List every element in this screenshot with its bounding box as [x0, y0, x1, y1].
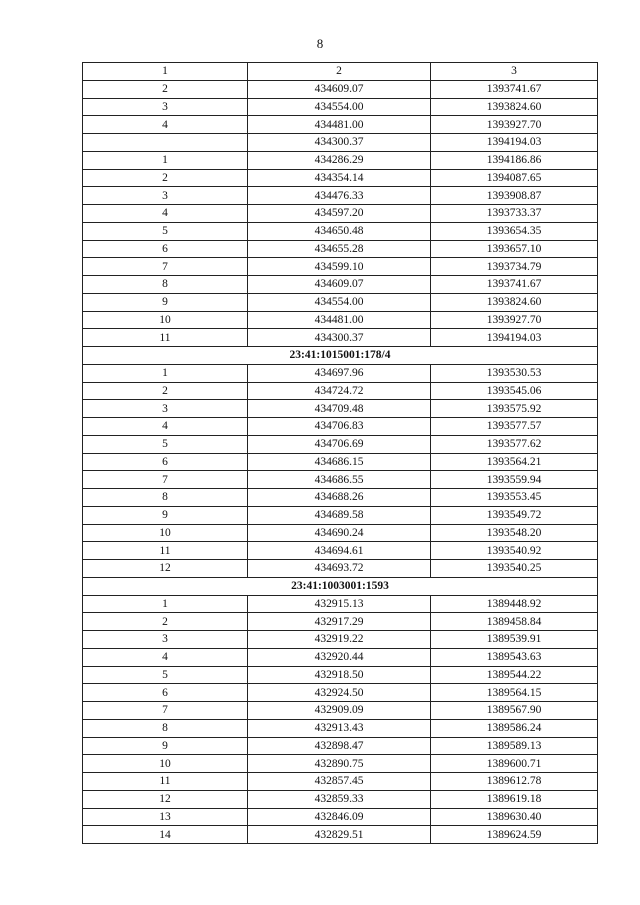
x-coordinate-cell: 434655.28 — [248, 240, 431, 258]
point-number-cell — [83, 134, 248, 152]
table-header-row — [83, 63, 598, 81]
y-coordinate-cell: 1389567.90 — [431, 702, 598, 720]
table-row — [83, 329, 598, 347]
table-row — [83, 648, 598, 666]
x-coordinate-cell: 434597.20 — [248, 205, 431, 223]
table-row — [83, 364, 598, 382]
coordinates-table-body — [83, 63, 598, 844]
table-row — [83, 719, 598, 737]
x-coordinate-cell: 434706.83 — [248, 418, 431, 436]
point-number-cell: 4 — [83, 648, 248, 666]
x-coordinate-cell: 434650.48 — [248, 222, 431, 240]
y-coordinate-cell: 1389624.59 — [431, 826, 598, 844]
table-row — [83, 116, 598, 134]
table-row — [83, 808, 598, 826]
table-row — [83, 506, 598, 524]
point-number-cell: 9 — [83, 506, 248, 524]
x-coordinate-cell: 432898.47 — [248, 737, 431, 755]
y-coordinate-cell: 1393927.70 — [431, 311, 598, 329]
x-coordinate-cell: 434554.00 — [248, 98, 431, 116]
cadastral-number: 23:41:1015001:178/4 — [83, 347, 598, 365]
y-coordinate-cell: 1393575.92 — [431, 400, 598, 418]
table-row — [83, 311, 598, 329]
table-row — [83, 187, 598, 205]
page-number: 8 — [316, 36, 324, 51]
table-row — [83, 684, 598, 702]
table-row — [83, 169, 598, 187]
header-cell-x: 2 — [248, 63, 431, 81]
point-number-cell: 4 — [83, 418, 248, 436]
table-row — [83, 773, 598, 791]
y-coordinate-cell: 1393908.87 — [431, 187, 598, 205]
table-row — [83, 631, 598, 649]
table-row — [83, 80, 598, 98]
table-row — [83, 542, 598, 560]
x-coordinate-cell: 434688.26 — [248, 489, 431, 507]
x-coordinate-cell: 432890.75 — [248, 755, 431, 773]
x-coordinate-cell: 432920.44 — [248, 648, 431, 666]
point-number-cell: 12 — [83, 560, 248, 578]
x-coordinate-cell: 434697.96 — [248, 364, 431, 382]
point-number-cell: 2 — [83, 169, 248, 187]
x-coordinate-cell: 434694.61 — [248, 542, 431, 560]
section-header-row — [83, 577, 598, 595]
point-number-cell: 6 — [83, 453, 248, 471]
y-coordinate-cell: 1393577.62 — [431, 435, 598, 453]
y-coordinate-cell: 1393549.72 — [431, 506, 598, 524]
y-coordinate-cell: 1393545.06 — [431, 382, 598, 400]
y-coordinate-cell: 1389448.92 — [431, 595, 598, 613]
table-row — [83, 205, 598, 223]
point-number-cell: 11 — [83, 773, 248, 791]
point-number-cell: 8 — [83, 276, 248, 294]
x-coordinate-cell: 434693.72 — [248, 560, 431, 578]
y-coordinate-cell: 1389544.22 — [431, 666, 598, 684]
x-coordinate-cell: 434724.72 — [248, 382, 431, 400]
y-coordinate-cell: 1389586.24 — [431, 719, 598, 737]
point-number-cell: 7 — [83, 258, 248, 276]
table-row — [83, 435, 598, 453]
point-number-cell: 9 — [83, 737, 248, 755]
x-coordinate-cell: 432829.51 — [248, 826, 431, 844]
x-coordinate-cell: 432857.45 — [248, 773, 431, 791]
point-number-cell: 7 — [83, 471, 248, 489]
x-coordinate-cell: 434709.48 — [248, 400, 431, 418]
x-coordinate-cell: 434686.55 — [248, 471, 431, 489]
table-row — [83, 134, 598, 152]
table-row — [83, 790, 598, 808]
x-coordinate-cell: 434481.00 — [248, 116, 431, 134]
point-number-cell: 2 — [83, 80, 248, 98]
x-coordinate-cell: 434609.07 — [248, 80, 431, 98]
point-number-cell: 4 — [83, 205, 248, 223]
table-row — [83, 489, 598, 507]
y-coordinate-cell: 1393824.60 — [431, 98, 598, 116]
table-row — [83, 666, 598, 684]
x-coordinate-cell: 434686.15 — [248, 453, 431, 471]
x-coordinate-cell: 434481.00 — [248, 311, 431, 329]
table-row — [83, 453, 598, 471]
y-coordinate-cell: 1393654.35 — [431, 222, 598, 240]
table-row — [83, 240, 598, 258]
y-coordinate-cell: 1393530.53 — [431, 364, 598, 382]
table-row — [83, 400, 598, 418]
x-coordinate-cell: 432859.33 — [248, 790, 431, 808]
x-coordinate-cell: 434599.10 — [248, 258, 431, 276]
x-coordinate-cell: 434609.07 — [248, 276, 431, 294]
cadastral-number: 23:41:1003001:1593 — [83, 577, 598, 595]
point-number-cell: 9 — [83, 293, 248, 311]
point-number-cell: 11 — [83, 329, 248, 347]
header-cell-y: 3 — [431, 63, 598, 81]
y-coordinate-cell: 1389612.78 — [431, 773, 598, 791]
point-number-cell: 14 — [83, 826, 248, 844]
y-coordinate-cell: 1393733.37 — [431, 205, 598, 223]
x-coordinate-cell: 432919.22 — [248, 631, 431, 649]
y-coordinate-cell: 1393734.79 — [431, 258, 598, 276]
y-coordinate-cell: 1389564.15 — [431, 684, 598, 702]
table-row — [83, 151, 598, 169]
x-coordinate-cell: 432917.29 — [248, 613, 431, 631]
table-row — [83, 418, 598, 436]
table-row — [83, 826, 598, 844]
x-coordinate-cell: 432924.50 — [248, 684, 431, 702]
y-coordinate-cell: 1393553.45 — [431, 489, 598, 507]
y-coordinate-cell: 1393540.92 — [431, 542, 598, 560]
table-row — [83, 276, 598, 294]
y-coordinate-cell: 1393559.94 — [431, 471, 598, 489]
y-coordinate-cell: 1389589.13 — [431, 737, 598, 755]
table-row — [83, 98, 598, 116]
point-number-cell: 5 — [83, 222, 248, 240]
y-coordinate-cell: 1393577.57 — [431, 418, 598, 436]
x-coordinate-cell: 432909.09 — [248, 702, 431, 720]
point-number-cell: 3 — [83, 631, 248, 649]
x-coordinate-cell: 434476.33 — [248, 187, 431, 205]
section-header-row — [83, 347, 598, 365]
point-number-cell: 11 — [83, 542, 248, 560]
point-number-cell: 8 — [83, 489, 248, 507]
header-cell-number: 1 — [83, 63, 248, 81]
table-row — [83, 222, 598, 240]
y-coordinate-cell: 1389543.63 — [431, 648, 598, 666]
y-coordinate-cell: 1394186.86 — [431, 151, 598, 169]
table-row — [83, 258, 598, 276]
point-number-cell: 3 — [83, 98, 248, 116]
x-coordinate-cell: 432913.43 — [248, 719, 431, 737]
point-number-cell: 6 — [83, 684, 248, 702]
y-coordinate-cell: 1394194.03 — [431, 329, 598, 347]
y-coordinate-cell: 1393741.67 — [431, 276, 598, 294]
y-coordinate-cell: 1389630.40 — [431, 808, 598, 826]
x-coordinate-cell: 434690.24 — [248, 524, 431, 542]
y-coordinate-cell: 1393657.10 — [431, 240, 598, 258]
point-number-cell: 10 — [83, 311, 248, 329]
table-row — [83, 613, 598, 631]
table-row — [83, 471, 598, 489]
table-row — [83, 702, 598, 720]
point-number-cell: 1 — [83, 364, 248, 382]
point-number-cell: 4 — [83, 116, 248, 134]
point-number-cell: 5 — [83, 435, 248, 453]
coordinates-table — [82, 62, 598, 844]
x-coordinate-cell: 434706.69 — [248, 435, 431, 453]
x-coordinate-cell: 434300.37 — [248, 134, 431, 152]
y-coordinate-cell: 1393824.60 — [431, 293, 598, 311]
table-row — [83, 737, 598, 755]
point-number-cell: 10 — [83, 755, 248, 773]
point-number-cell: 6 — [83, 240, 248, 258]
table-row — [83, 560, 598, 578]
y-coordinate-cell: 1393548.20 — [431, 524, 598, 542]
y-coordinate-cell: 1393540.25 — [431, 560, 598, 578]
y-coordinate-cell: 1393927.70 — [431, 116, 598, 134]
y-coordinate-cell: 1394194.03 — [431, 134, 598, 152]
point-number-cell: 3 — [83, 400, 248, 418]
x-coordinate-cell: 432915.13 — [248, 595, 431, 613]
x-coordinate-cell: 434554.00 — [248, 293, 431, 311]
point-number-cell: 1 — [83, 151, 248, 169]
point-number-cell: 2 — [83, 613, 248, 631]
y-coordinate-cell: 1389539.91 — [431, 631, 598, 649]
y-coordinate-cell: 1389600.71 — [431, 755, 598, 773]
y-coordinate-cell: 1393564.21 — [431, 453, 598, 471]
y-coordinate-cell: 1394087.65 — [431, 169, 598, 187]
point-number-cell: 7 — [83, 702, 248, 720]
x-coordinate-cell: 434300.37 — [248, 329, 431, 347]
x-coordinate-cell: 432918.50 — [248, 666, 431, 684]
x-coordinate-cell: 434286.29 — [248, 151, 431, 169]
point-number-cell: 2 — [83, 382, 248, 400]
point-number-cell: 3 — [83, 187, 248, 205]
point-number-cell: 5 — [83, 666, 248, 684]
point-number-cell: 1 — [83, 595, 248, 613]
table-row — [83, 595, 598, 613]
y-coordinate-cell: 1389458.84 — [431, 613, 598, 631]
point-number-cell: 12 — [83, 790, 248, 808]
x-coordinate-cell: 432846.09 — [248, 808, 431, 826]
y-coordinate-cell: 1389619.18 — [431, 790, 598, 808]
table-row — [83, 382, 598, 400]
table-row — [83, 524, 598, 542]
table-row — [83, 755, 598, 773]
point-number-cell: 10 — [83, 524, 248, 542]
x-coordinate-cell: 434354.14 — [248, 169, 431, 187]
y-coordinate-cell: 1393741.67 — [431, 80, 598, 98]
point-number-cell: 8 — [83, 719, 248, 737]
point-number-cell: 13 — [83, 808, 248, 826]
table-row — [83, 293, 598, 311]
x-coordinate-cell: 434689.58 — [248, 506, 431, 524]
